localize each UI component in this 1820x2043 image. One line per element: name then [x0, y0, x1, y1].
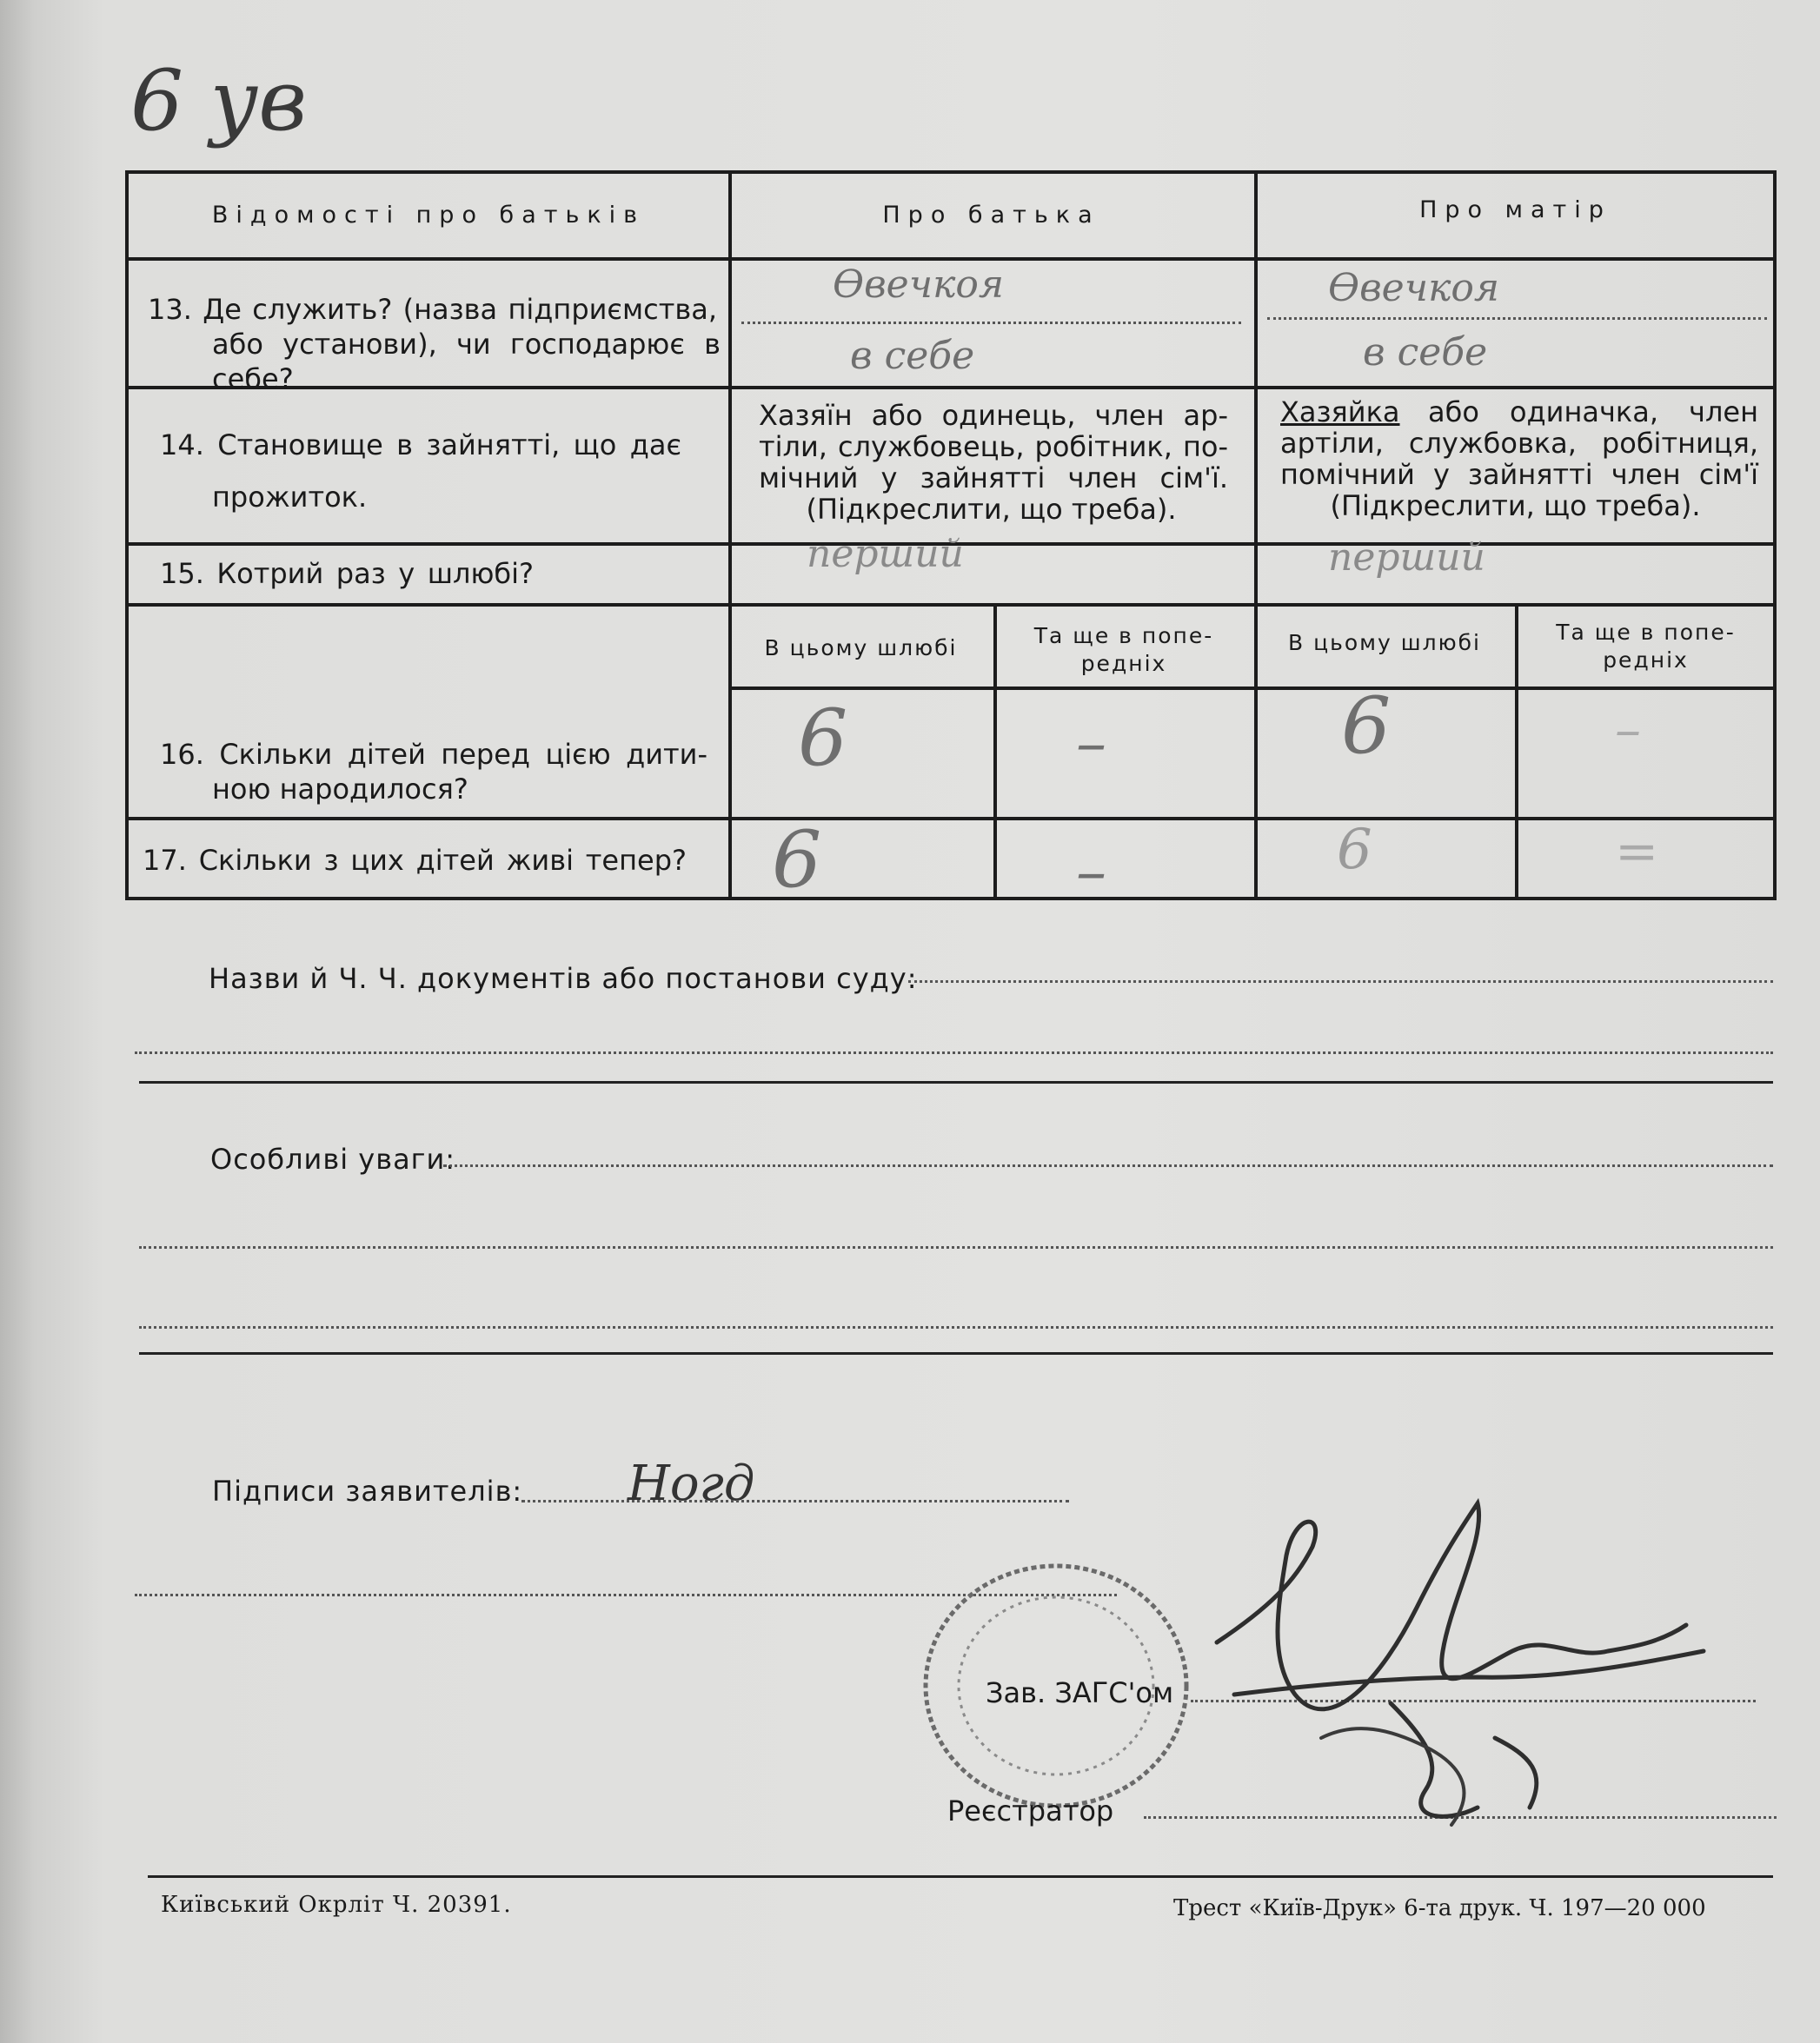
- signature-line-1: [521, 1500, 1069, 1502]
- documents-line-1: [908, 980, 1773, 983]
- q16-father-this-header: В цьому шлюбі: [764, 635, 958, 660]
- q14-mother-line1: або одиначка, член: [1428, 395, 1758, 428]
- remarks-line-1: [443, 1164, 1773, 1167]
- q13-label-line2: або установи), чи господарює в себе?: [212, 328, 721, 395]
- q17-father-this: 6: [772, 814, 822, 905]
- q15-mother: перший: [1328, 535, 1485, 580]
- q16-father-prev-header-1: Та ще в попе-: [1033, 623, 1214, 648]
- q17-label: 17. Скільки з цих дітей живі тепер?: [143, 844, 687, 877]
- q14-father-line3: мічний у зайнятті член сім'ї.: [759, 461, 1228, 494]
- footer-left: Київський Окрліт Ч. 20391.: [161, 1892, 512, 1918]
- q15-father: перший: [807, 532, 964, 576]
- header-mother: Про матір: [1419, 196, 1611, 223]
- parents-info-table: [125, 170, 1777, 907]
- q14-mother-line3: помічний у зайнятті член сім'ї: [1280, 458, 1758, 491]
- q16-mother-this: 6: [1341, 680, 1392, 772]
- documents-label: Назви й Ч. Ч. документів або постанови суду:: [209, 962, 918, 995]
- q17-father-prev: –: [1076, 836, 1106, 907]
- q16-mother-prev-header-1: Та ще в попе-: [1556, 620, 1736, 645]
- q16-mother-prev: –: [1615, 700, 1641, 760]
- q13-father-workplace: Ѳвечкоя: [833, 262, 1004, 307]
- q14-mother-line2: артіли, службовка, робітниця,: [1280, 427, 1758, 460]
- page-number-note: 6 ув: [130, 52, 308, 149]
- footer-right: Трест «Київ-Друк» 6-та друк. Ч. 197—20 000: [1173, 1895, 1706, 1921]
- remarks-label: Особливі уваги:: [210, 1143, 456, 1176]
- q14-father-line2: тіли, службовець, робітник, по-: [759, 430, 1228, 463]
- documents-line-2: [135, 1051, 1773, 1054]
- remarks-line-3: [139, 1326, 1773, 1329]
- head-signature: [1165, 1477, 1756, 1877]
- header-parents-info: Відомості про батьків: [211, 202, 646, 229]
- q14-father-line1: Хазяїн або одинець, член ар-: [759, 399, 1228, 432]
- header-father: Про батька: [882, 202, 1100, 229]
- q14-mother-line4: (Підкреслити, що треба).: [1330, 489, 1701, 522]
- remarks-line-2: [139, 1246, 1773, 1249]
- q16-label-line2: ною народилося?: [212, 773, 468, 806]
- signatures-label: Підписи заявителів:: [212, 1475, 523, 1508]
- q14-mother-underlined: Хазяйка: [1280, 395, 1400, 428]
- q16-label-line1: 16. Скільки дітей перед цією дити-: [160, 738, 707, 771]
- q14-father-line4: (Підкреслити, що треба).: [806, 493, 1177, 526]
- q16-mother-this-header: В цьому шлюбі: [1287, 630, 1481, 655]
- q16-father-this: 6: [798, 693, 848, 784]
- q16-father-prev-header-2: редніх: [1080, 651, 1167, 676]
- applicant-signature: Ногд: [628, 1456, 755, 1512]
- zags-head-label: Зав. ЗАГС'ом: [986, 1676, 1174, 1709]
- q16-father-prev: –: [1076, 707, 1106, 779]
- q15-label: 15. Котрий раз у шлюбі?: [160, 557, 534, 590]
- registrar-label: Реєстратор: [947, 1794, 1114, 1827]
- q14-label-line2: прожиток.: [212, 481, 368, 514]
- q17-mother-prev: =: [1615, 821, 1659, 882]
- q13-mother-workplace: Ѳвечкоя: [1328, 266, 1499, 310]
- q17-mother-this: 6: [1337, 818, 1372, 882]
- q14-label-line1: 14. Становище в зайнятті, що дає: [160, 428, 681, 461]
- q13-mother-self: в себе: [1363, 330, 1488, 375]
- q13-label-line1: 13. Де служить? (назва підприємства,: [148, 293, 717, 326]
- q16-mother-prev-header-2: редніх: [1603, 647, 1689, 673]
- q13-father-self: в себе: [850, 334, 975, 378]
